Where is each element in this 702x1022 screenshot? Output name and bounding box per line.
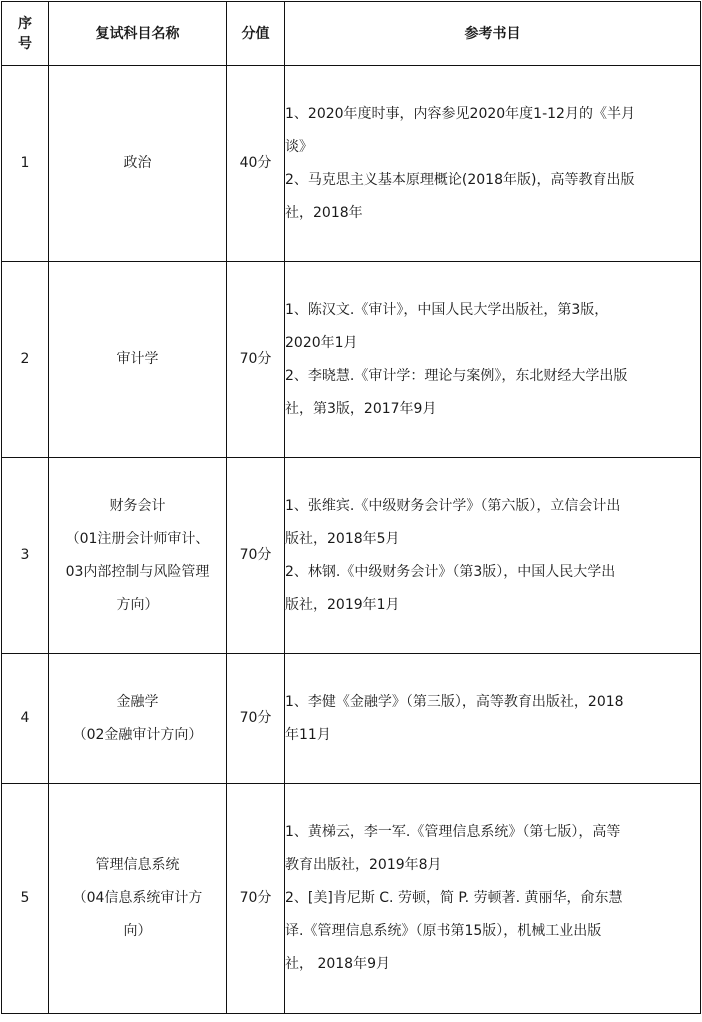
book-line: 2、[美]肯尼斯 C. 劳顿，简 P. 劳顿著. 黄丽华，俞东慧	[285, 890, 623, 906]
book-line: 1、陈汉文.《审计》，中国人民大学出版社，第3版，	[285, 301, 609, 318]
subject-score: 70分	[227, 654, 285, 784]
reference-books	[285, 66, 701, 262]
subject-name	[49, 66, 227, 262]
reference-books	[285, 654, 701, 784]
book-line: 版社，2018年5月	[285, 530, 400, 547]
book-line: 1、李健《金融学》（第三版），高等教育出版社，2018	[285, 693, 624, 710]
table-row	[2, 654, 701, 784]
subject-name-sub: 03内部控制与风险管理	[65, 563, 210, 580]
row-no: 1	[2, 66, 49, 262]
reference-books	[285, 458, 701, 654]
book-line: 2、林钢.《中级财务会计》（第3版），中国人民大学出	[285, 563, 616, 580]
header-no	[2, 2, 49, 66]
header-no-text: 序号	[18, 15, 32, 52]
subject-name	[49, 654, 227, 784]
subject-name-sub: （04信息系统审计方	[72, 890, 203, 906]
reference-books	[285, 784, 701, 1014]
row-no: 3	[2, 458, 49, 654]
subject-score: 70分	[227, 458, 285, 654]
subject-name-sub: （02金融审计方向）	[72, 726, 203, 743]
header-subject-name: 复试科目名称	[49, 2, 227, 66]
subject-name-sub: 向）	[123, 923, 152, 939]
subject-score: 70分	[227, 784, 285, 1014]
book-line: 年11月	[285, 726, 331, 743]
row-no: 5	[2, 784, 49, 1014]
subject-name	[49, 262, 227, 458]
book-line: 2、李晓慧.《审计学：理论与案例》，东北财经大学出版	[285, 367, 628, 384]
row-no: 2	[2, 262, 49, 458]
subject-name-main: 审计学	[116, 351, 159, 367]
book-line: 1、张维宾.《中级财务会计学》（第六版），立信会计出	[285, 497, 621, 514]
exam-syllabus-table	[1, 1, 701, 1014]
book-line: 译.《管理信息系统》（原书第15版），机械工业出版	[285, 923, 602, 939]
book-line: 社， 2018年9月	[285, 956, 390, 972]
subject-name-sub: （01注册会计师审计、	[65, 530, 210, 547]
row-no: 4	[2, 654, 49, 784]
table-header-row	[2, 2, 701, 66]
book-line: 谈》	[285, 138, 313, 155]
reference-books	[285, 262, 701, 458]
table-row	[2, 458, 701, 654]
subject-name-main: 管理信息系统	[95, 857, 180, 873]
book-line: 版社，2019年1月	[285, 596, 400, 613]
table-row	[2, 66, 701, 262]
book-line: 1、2020年度时事，内容参见2020年度1-12月的《半月	[285, 105, 635, 122]
subject-name	[49, 784, 227, 1014]
subject-score: 40分	[227, 66, 285, 262]
header-score: 分值	[227, 2, 285, 66]
subject-name-main: 金融学	[116, 693, 159, 710]
table-row	[2, 784, 701, 1014]
book-line: 社，第3版，2017年9月	[285, 400, 437, 417]
book-line: 社，2018年	[285, 204, 363, 221]
subject-name-main: 财务会计	[109, 497, 166, 514]
header-reference-books: 参考书目	[285, 2, 701, 66]
subject-name-main: 政治	[123, 155, 152, 171]
book-line: 2、马克思主义基本原理概论(2018年版)，高等教育出版	[285, 171, 635, 188]
subject-score: 70分	[227, 262, 285, 458]
book-line: 1、黄梯云，李一军.《管理信息系统》（第七版），高等	[285, 824, 621, 840]
book-line: 2020年1月	[285, 334, 358, 351]
book-line: 教育出版社，2019年8月	[285, 857, 442, 873]
subject-name	[49, 458, 227, 654]
table-row	[2, 262, 701, 458]
subject-name-sub: 方向）	[116, 596, 159, 613]
